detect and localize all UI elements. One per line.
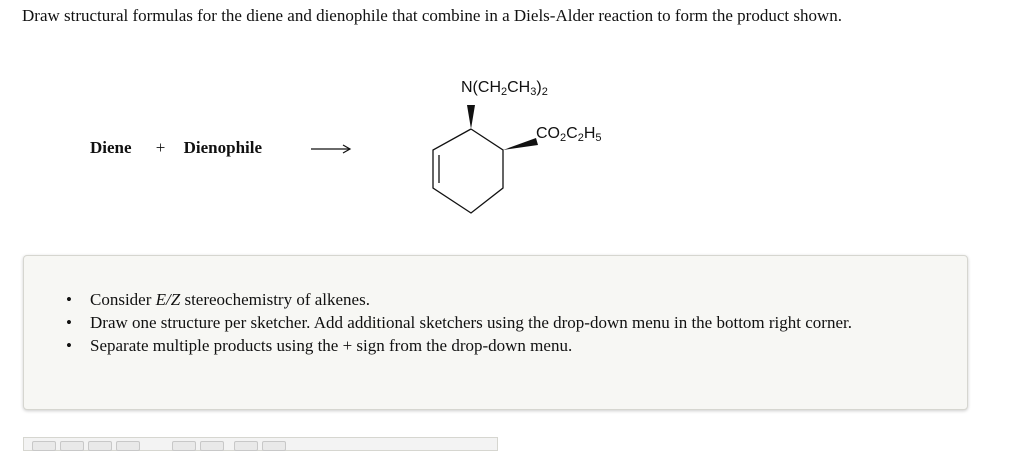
sketcher-toolbar[interactable]	[23, 437, 498, 451]
plus-sign: +	[155, 138, 166, 157]
bullet-icon: •	[66, 290, 72, 309]
toolbar-button[interactable]	[234, 441, 258, 451]
toolbar-button[interactable]	[116, 441, 140, 451]
reaction-equation	[90, 138, 262, 158]
instruction-item: • Consider E/Z stereochemistry of alkenes.	[66, 290, 370, 309]
ester-substituent-label: $CO_2C_2H_5$	[536, 125, 602, 144]
toolbar-button[interactable]	[88, 441, 112, 451]
instruction-item: • Separate multiple products using the + sign from the drop-down menu.	[66, 336, 573, 355]
bullet-icon: •	[66, 336, 72, 355]
dienophile-label: Dienophile	[183, 138, 263, 157]
toolbar-button[interactable]	[60, 441, 84, 451]
toolbar-button[interactable]	[32, 441, 56, 451]
right-arrow-icon	[310, 143, 352, 155]
diene-label: Diene	[90, 138, 132, 157]
bullet-icon: •	[66, 313, 72, 332]
toolbar-button[interactable]	[262, 441, 286, 451]
toolbar-button[interactable]	[172, 441, 196, 451]
amine-substituent-label: $N(CH_2CH_3)_2$	[461, 79, 548, 98]
product-structure	[400, 75, 660, 225]
instructions-panel	[23, 255, 968, 410]
toolbar-button[interactable]	[200, 441, 224, 451]
instruction-item: • Draw one structure per sketcher. Add additional sketchers using the drop-down menu in the bottom right corner.	[66, 313, 852, 332]
question-prompt: Draw structural formulas for the diene and dienophile that combine in a Diels-Alder reaction to form the product shown.	[22, 6, 843, 25]
instructions-list	[64, 289, 934, 358]
